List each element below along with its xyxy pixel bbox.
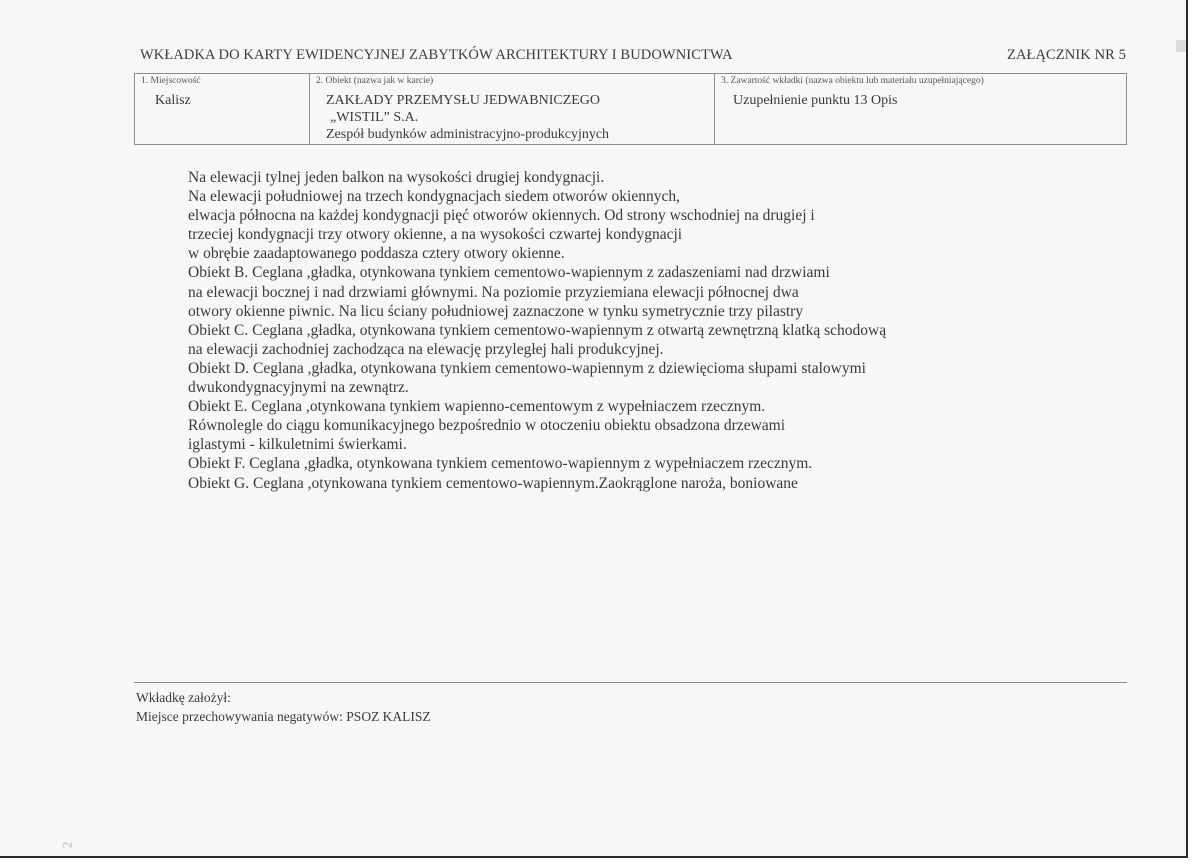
text-line: Obiekt C. Ceglana ,gładka, otynkowana tynkiem cementowo-wapiennym z otwartą zewnętrzną klatką schodową <box>188 321 887 339</box>
document-footer <box>136 688 431 726</box>
scan-edge-mark <box>1176 40 1186 52</box>
object-label: 2. Obiekt (nazwa jak w karcie) <box>316 76 434 86</box>
negatives-location: Miejsce przechowywania negatywów: PSOZ KALISZ <box>136 709 431 724</box>
object-name-line: ZAKŁADY PRZEMYSŁU JEDWABNICZEGO <box>326 93 601 108</box>
object-company-line: „WISTIL” S.A. <box>330 110 419 125</box>
object-description-line: Zespół budynków administracyjno-produkcyjnych <box>326 127 610 142</box>
content-cell <box>715 74 1126 144</box>
text-line: w obrębie zaadaptowanego poddasza cztery otwory okienne. <box>188 245 565 263</box>
text-line: Obiekt G. Ceglana ,otynkowana tynkiem cementowo-wapiennym.Zaokrąglone naroża, boniowane <box>188 474 798 492</box>
description-text <box>188 168 1108 493</box>
annex-number: ZAŁĄCZNIK NR 5 <box>1007 47 1126 63</box>
page-number: 2 <box>59 841 75 849</box>
footer-divider <box>134 682 1127 683</box>
text-line: Na elewacji południowej na trzech kondygnacjach siedem otworów okiennych, <box>188 188 680 206</box>
created-by-label: Wkładkę założył: <box>136 690 231 705</box>
text-line: na elewacji zachodniej zachodząca na elewację przyległej hali produkcyjnej. <box>188 340 664 358</box>
place-value: Kalisz <box>155 93 191 108</box>
place-cell <box>135 74 310 144</box>
text-line: elwacja północna na każdej kondygnacji pięć otworów okiennych. Od strony wschodniej na drugiej i <box>188 207 815 225</box>
text-line: otwory okienne piwnic. Na licu ściany południowej zaznaczone w tynku symetrycznie trzy pilastry <box>188 302 804 320</box>
text-line: dwukondygnacyjnymi na zewnątrz. <box>188 379 409 397</box>
text-line: Obiekt F. Ceglana ,gładka, otynkowana tynkiem cementowo-wapiennym z wypełniaczem rzecznym. <box>188 455 813 473</box>
place-label: 1. Miejscowość <box>141 76 201 86</box>
text-line: Obiekt B. Ceglana ,gładka, otynkowana tynkiem cementowo-wapiennym z zadaszeniami nad drzwiami <box>188 264 830 282</box>
object-cell <box>310 74 715 144</box>
info-table <box>134 73 1127 145</box>
text-line: Obiekt E. Ceglana ,otynkowana tynkiem wapienno-cementowym z wypełniaczem rzecznym. <box>188 398 766 416</box>
text-line: iglastymi - kilkuletnimi świerkami. <box>188 436 407 454</box>
document-title: WKŁADKA DO KARTY EWIDENCYJNEJ ZABYTKÓW ARCHITEKTURY I BUDOWNICTWA <box>140 47 733 63</box>
content-value: Uzupełnienie punktu 13 Opis <box>733 93 898 108</box>
text-line: Na elewacji tylnej jeden balkon na wysokości drugiej kondygnacji. <box>188 169 605 186</box>
text-line: trzeciej kondygnacji trzy otwory okienne, a na wysokości czwartej kondygnacji <box>188 226 683 244</box>
text-line: na elewacji bocznej i nad drzwiami głównymi. Na poziomie przyziemiana elewacji północnej dwa <box>188 283 799 301</box>
object-value <box>326 92 609 143</box>
content-label: 3. Zawartość wkładki (nazwa obiektu lub materiału uzupełniającego) <box>721 76 984 86</box>
text-line: Równolegle do ciągu komunikacyjnego bezpośrednio w otoczeniu obiektu obsadzona drzewami <box>188 417 786 435</box>
text-line: Obiekt D. Ceglana ,gładka, otynkowana tynkiem cementowo-wapiennym z dziewięcioma słupami stalowymi <box>188 359 866 377</box>
